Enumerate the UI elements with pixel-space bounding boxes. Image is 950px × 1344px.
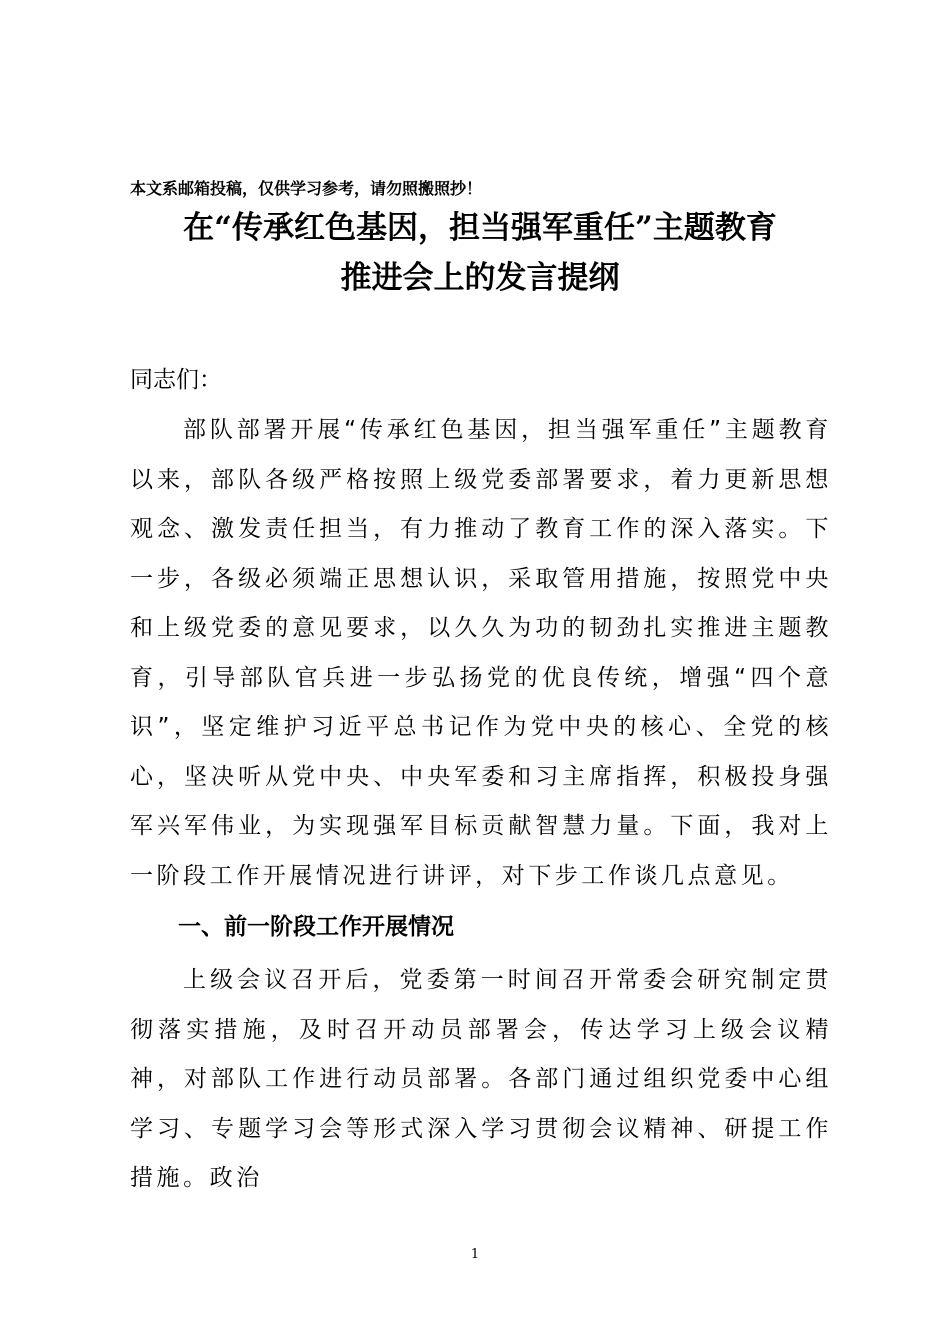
submission-notice: 本文系邮箱投稿，仅供学习参考，请勿照搬照抄！ — [130, 179, 483, 198]
document-title-line-1: 在“传承红色基因，担当强军重任”主题教育 — [183, 210, 777, 246]
salutation: 同志们： — [130, 367, 222, 393]
page-number: 1 — [470, 1247, 480, 1262]
section-heading-1: 一、前一阶段工作开展情况 — [178, 914, 454, 940]
paragraph-section-1: 上级会议召开后，党委第一时间召开常委会研究制定贯彻落实措施，及时召开动员部署会，传达学习上级会议精神，对部队工作进行动员部署。各部门通过组织党委中心组学习、专题学习会等形式深入学习贯彻会议精神、研提工作措施。政治 — [130, 967, 832, 1191]
document-title-line-2: 推进会上的发言提纲 — [340, 260, 620, 296]
paragraph-intro: 部队部署开展“传承红色基因，担当强军重任”主题教育以来，部队各级严格按照上级党委部署要求，着力更新思想观念、激发责任担当，有力推动了教育工作的深入落实。下一步，各级必须端正思想认识，采取管用措施，按照党中央和上级党委的意见要求，以久久为功的韧劲扎实推进主题教育，引导部队官兵进一步弘扬党的优良传统，增强“四个意识”，坚定维护习近平总书记作为党中央的核心、全党的核心，坚决听从党中央、中央军委和习主席指挥，积极投身强军兴军伟业，为实现强军目标贡献智慧力量。下面，我对上一阶段工作开展情况进行讲评，对下步工作谈几点意见。 — [130, 417, 832, 889]
